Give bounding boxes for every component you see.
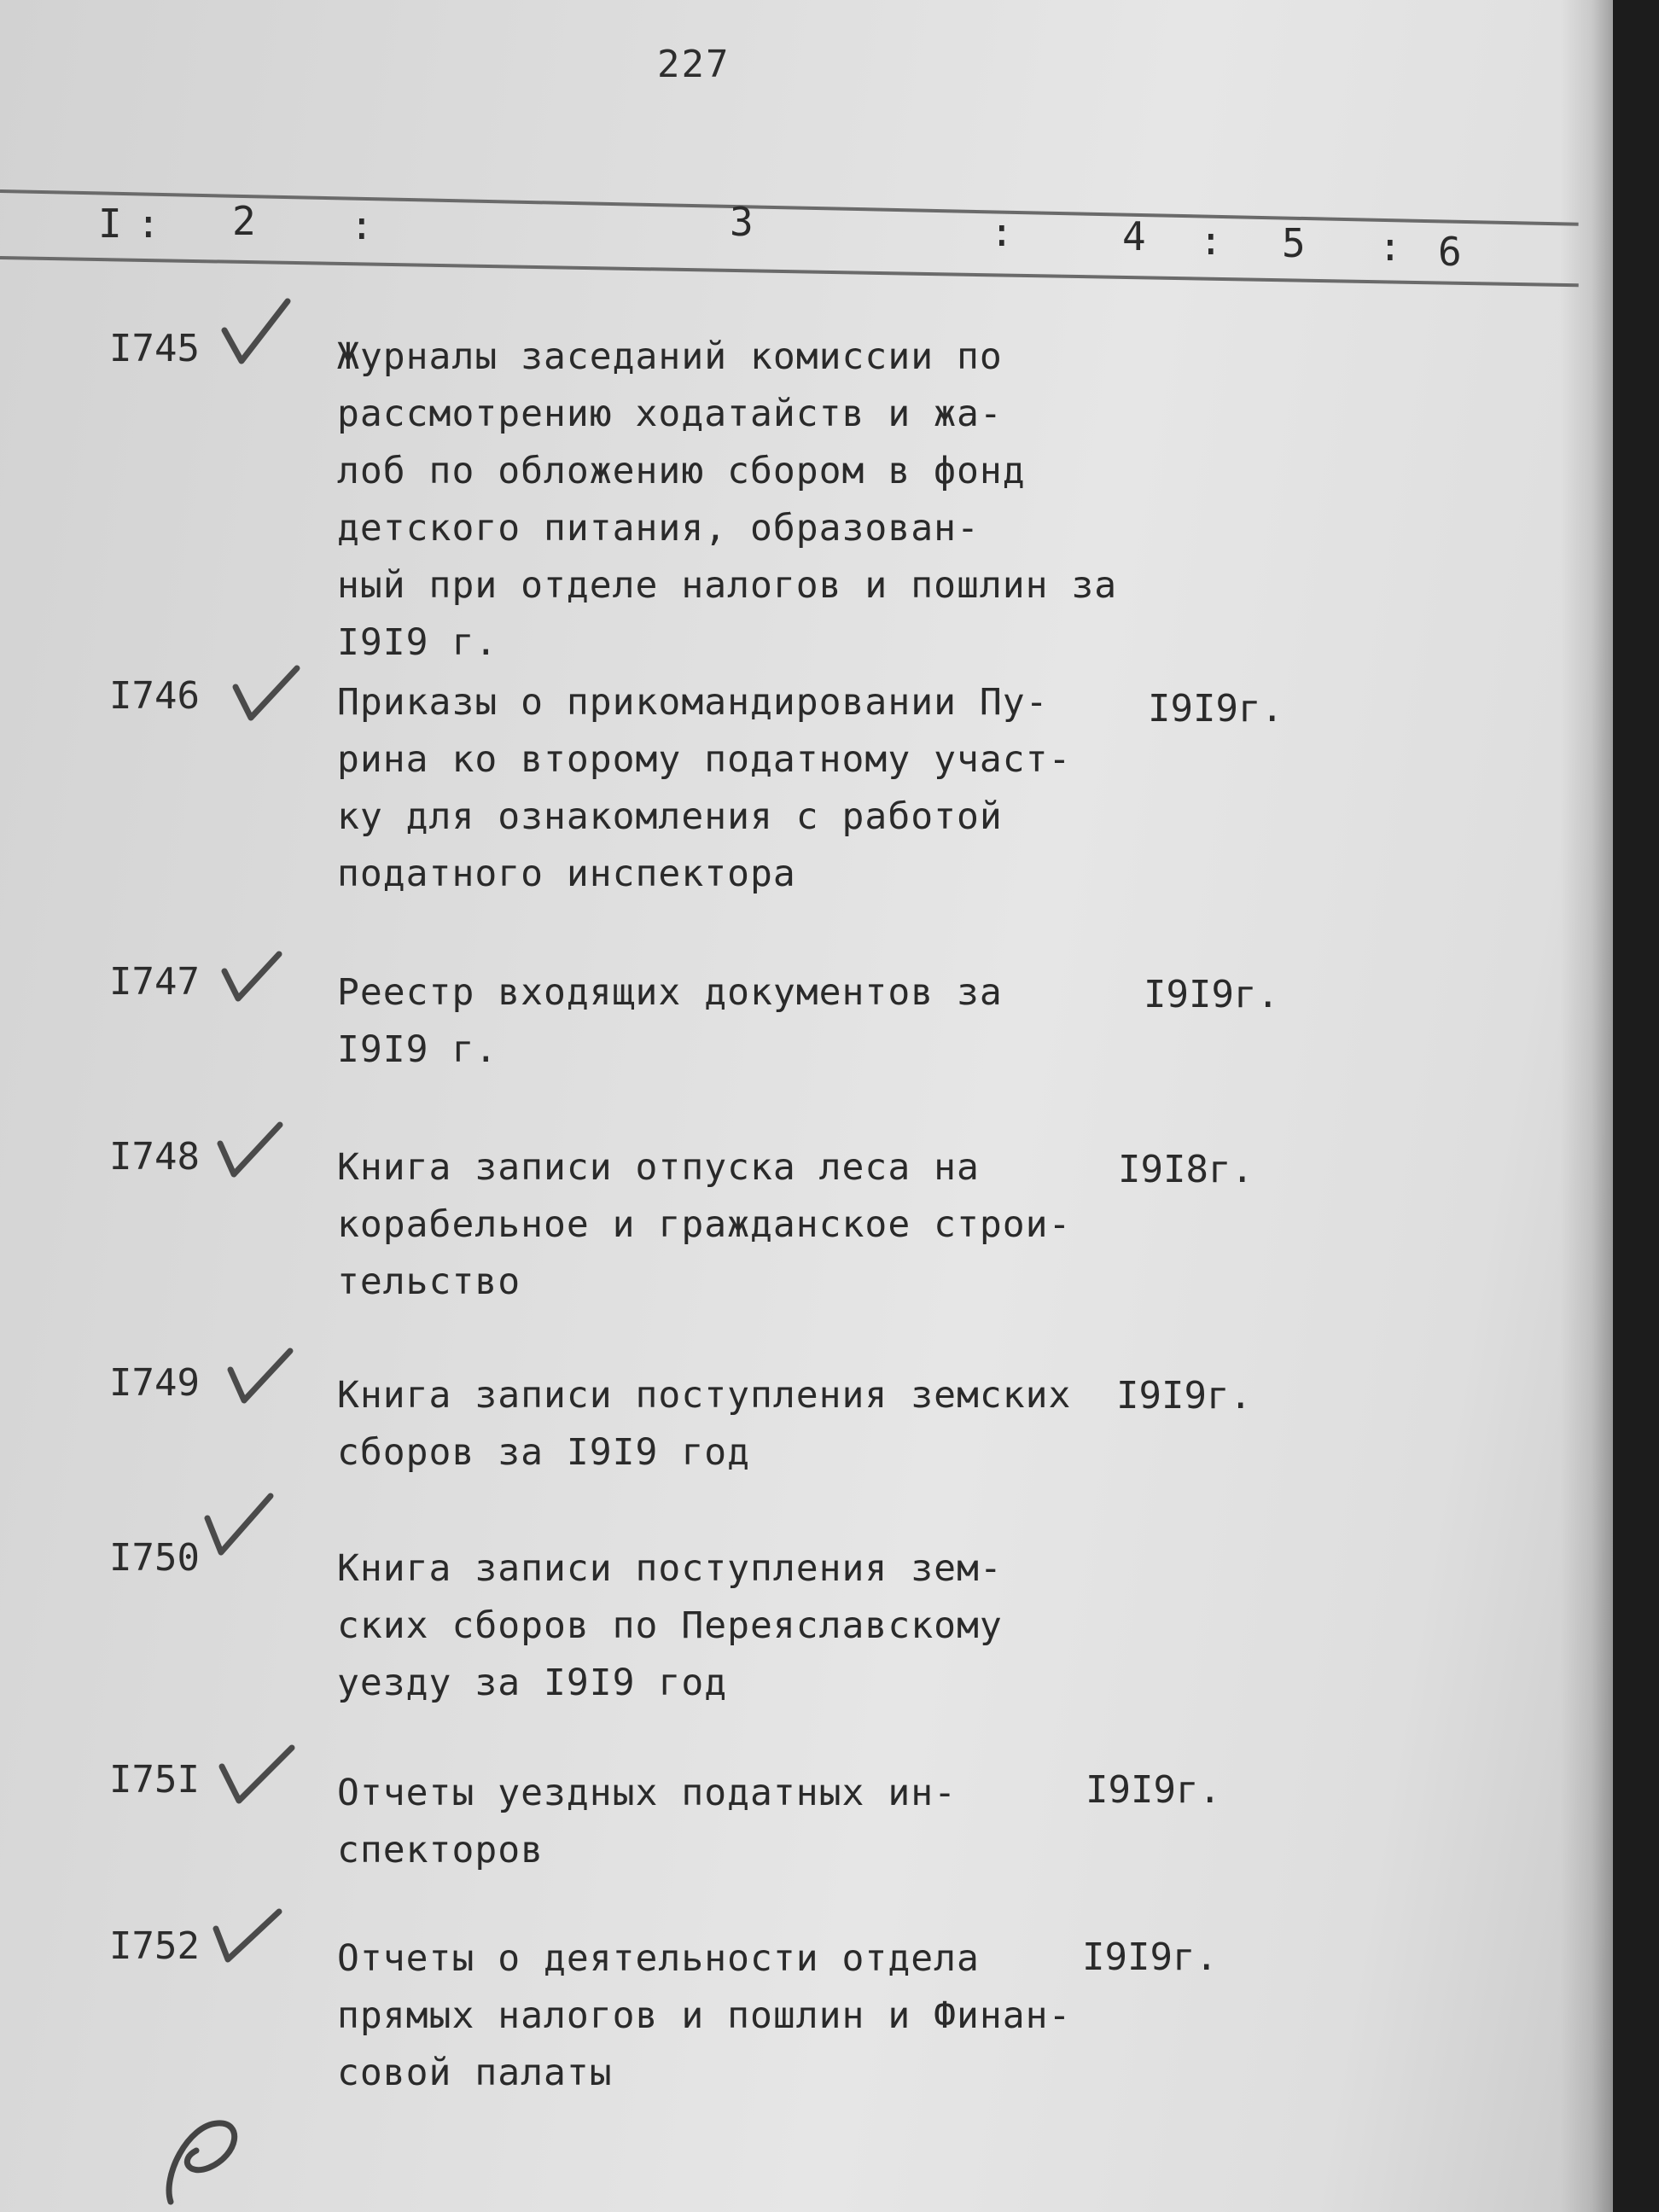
- header-rule-bottom: [0, 256, 1579, 287]
- column-header-6: 6: [1438, 229, 1462, 275]
- page-number: 227: [657, 43, 731, 86]
- entry-date: I9I9г.: [1086, 1768, 1221, 1812]
- checkmark-icon: [218, 947, 286, 1007]
- entry-number: I750: [109, 1536, 200, 1580]
- column-separator: :: [137, 201, 160, 247]
- entry-number: I748: [109, 1135, 200, 1179]
- entry-date: I9I8г.: [1118, 1148, 1254, 1191]
- column-separator: :: [350, 202, 374, 248]
- checkmark-icon: [213, 1118, 286, 1182]
- column-separator: :: [990, 209, 1014, 255]
- entry-date: I9I9г.: [1144, 973, 1279, 1016]
- page-edge-shadow: [1560, 0, 1613, 2212]
- checkmark-icon: [213, 1741, 299, 1809]
- entry-title: Отчеты о деятельности отдела прямых налогов и пошлин и Финан- совой палаты: [337, 1937, 1072, 2094]
- entry-date: I9I9г.: [1116, 1374, 1252, 1417]
- entry-number: I749: [109, 1361, 200, 1405]
- entry-title: Реестр входящих документов за I9I9 г.: [337, 971, 1003, 1071]
- entry-title: Книга записи поступления зем- ских сборов по Переяславскому уезду за I9I9 год: [337, 1547, 1003, 1704]
- column-header-5: 5: [1282, 220, 1306, 266]
- entry-number: I747: [109, 960, 200, 1004]
- checkmark-icon: [209, 1903, 286, 1967]
- checkmark-icon: [218, 294, 294, 371]
- entry-number: I752: [109, 1924, 200, 1968]
- checkmark-icon: [224, 1344, 296, 1408]
- entry-title: Книга записи отпуска леса на корабельное и гражданское строи- тельство: [337, 1146, 1072, 1303]
- column-header-3: 3: [730, 199, 754, 245]
- entry-date: I9I9г.: [1082, 1936, 1218, 1979]
- column-separator: :: [1378, 224, 1402, 270]
- entry-date: I9I9г.: [1148, 687, 1284, 731]
- entry-title: Отчеты уездных податных ин- спекторов: [337, 1772, 957, 1871]
- entry-title: Журналы заседаний комиссии по рассмотрению ходатайств и жа- лоб по обложению сбором в фонд детского питания, образован- ный при отделе налогов и пошлин за I9I9 г.: [337, 335, 1118, 664]
- entry-number: I746: [109, 674, 200, 718]
- checkmark-icon: [201, 1489, 277, 1562]
- entry-number: I745: [109, 327, 200, 370]
- column-separator: :: [1199, 218, 1223, 264]
- entry-title: Приказы о прикомандировании Пу- рина ко второму податному участ- ку для ознакомления с работой податного инспектора: [337, 681, 1072, 895]
- checkmark-icon: [229, 661, 306, 725]
- entry-title: Книга записи поступления земских сборов за I9I9 год: [337, 1374, 1072, 1474]
- entry-number: I75I: [109, 1758, 200, 1802]
- column-header-1: I: [98, 201, 122, 247]
- handwritten-mark-icon: [137, 2108, 273, 2212]
- column-header-2: 2: [232, 198, 256, 244]
- column-header-4: 4: [1122, 213, 1146, 259]
